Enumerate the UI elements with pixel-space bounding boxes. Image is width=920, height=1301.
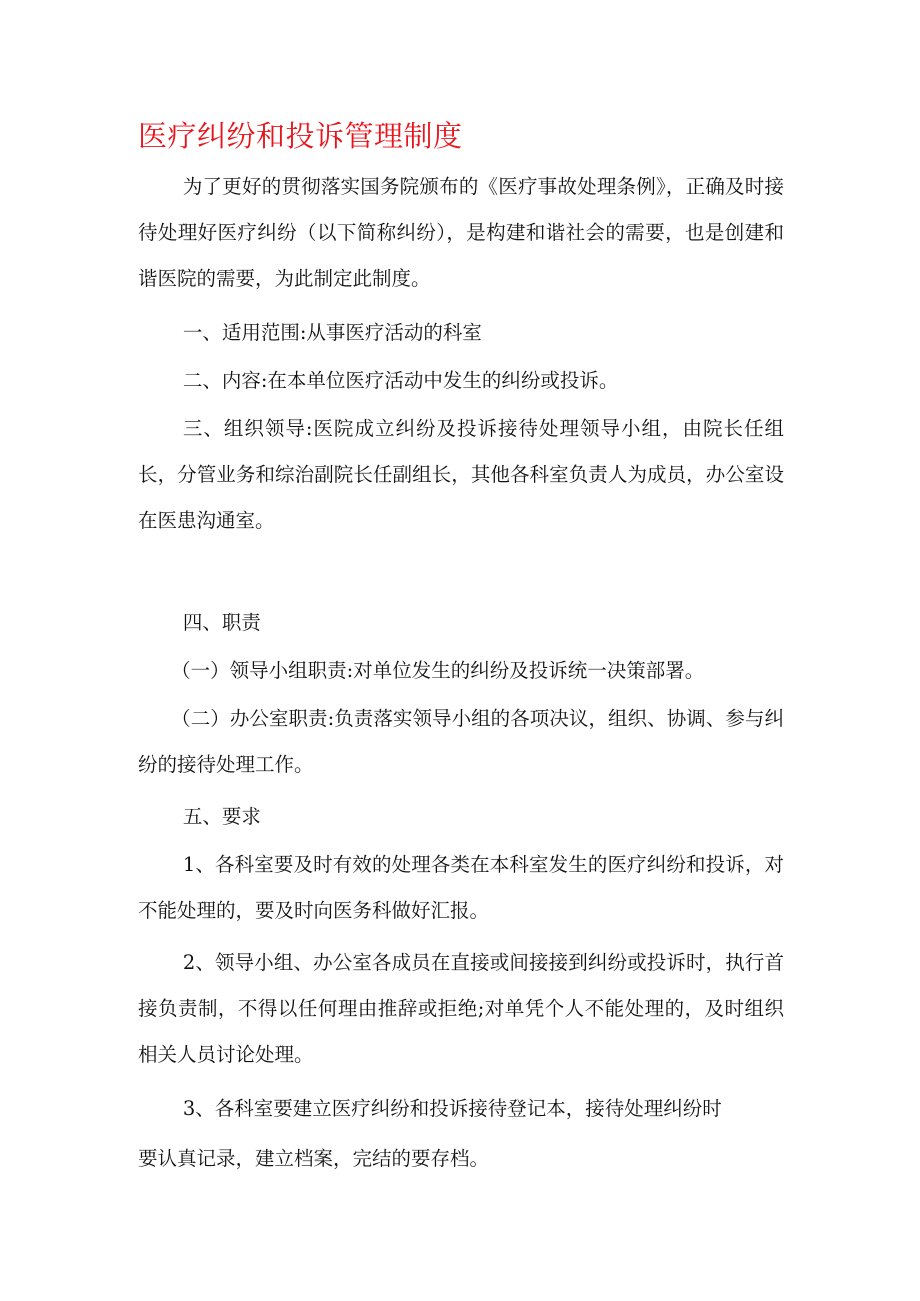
- content-paragraph: 二、内容:在本单位医疗活动中发生的纠纷或投诉。: [182, 369, 619, 392]
- organization-paragraph: 三、组织领导:医院成立纠纷及投诉接待处理领导小组，由院长任组长，分管业务和综治副院长任副组长，其他各科室负责人为成员，办公室设在医患沟通室。: [138, 417, 784, 532]
- requirement-one-paragraph: 1、各科室要及时有效的处理各类在本科室发生的医疗纠纷和投诉，对不能处理的，要及时向医务科做好汇报。: [138, 853, 784, 922]
- requirement-three-line-two: 要认真记录，建立档案，完结的要存档。: [138, 1147, 490, 1170]
- requirement-three-line-one: 3、各科室要建立医疗纠纷和投诉接待登记本，接待处理纠纷时: [182, 1097, 722, 1120]
- requirement-two-paragraph: 2、领导小组、办公室各成员在直接或间接接到纠纷或投诉时，执行首接负责制，不得以任何理由推辞或拒绝;对单凭个人不能处理的，及时组织相关人员讨论处理。: [138, 951, 784, 1066]
- duty-one-paragraph: （一）领导小组职责:对单位发生的纠纷及投诉统一决策部署。: [171, 659, 705, 682]
- scope-paragraph: 一、适用范围:从事医疗活动的科室: [182, 321, 482, 344]
- duty-two-paragraph: （二）办公室职责:负责落实领导小组的各项决议，组织、协调、参与纠纷的接待处理工作。: [138, 707, 784, 776]
- duties-heading: 四、职责: [182, 611, 261, 634]
- intro-paragraph: 为了更好的贯彻落实国务院颁布的《医疗事故处理条例》，正确及时接待处理好医疗纠纷（以下简称纠纷），是构建和谐社会的需要，也是创建和谐医院的需要，为此制定此制度。: [138, 175, 784, 290]
- document-title: 医疗纠纷和投诉管理制度: [138, 119, 463, 153]
- requirements-heading: 五、要求: [182, 805, 261, 828]
